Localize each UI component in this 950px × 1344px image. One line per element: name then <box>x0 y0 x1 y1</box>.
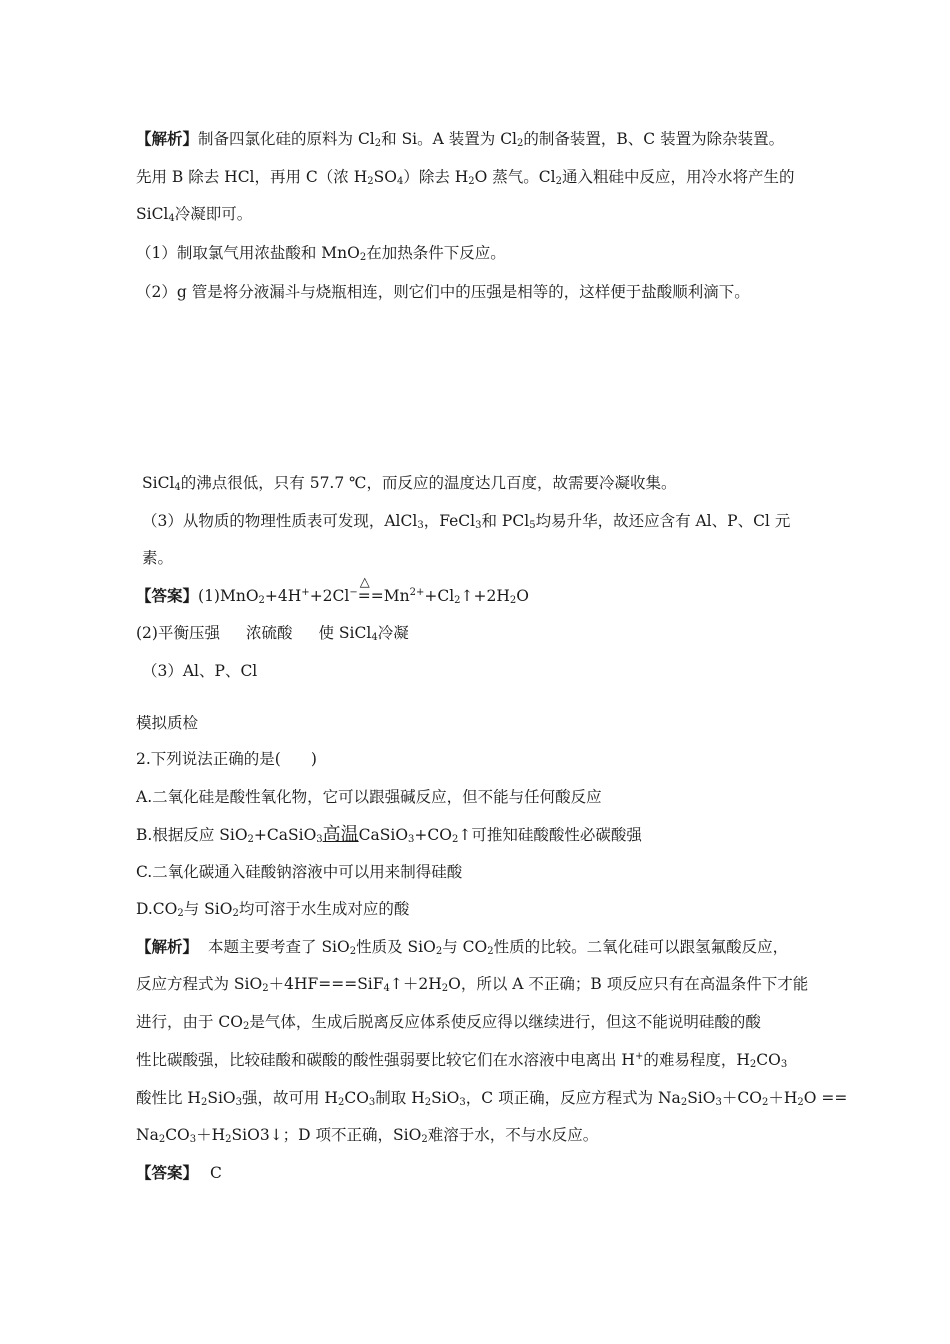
superscript: + <box>634 1051 644 1062</box>
text-segment: 使 SiCl <box>318 624 372 642</box>
subscript: 3 <box>715 1097 722 1108</box>
heat-condition: △ <box>359 575 370 590</box>
text-segment: ，FeCl <box>423 512 476 530</box>
text-segment: 冷凝即可。 <box>174 205 253 223</box>
text-segment: Mn <box>383 587 410 605</box>
text-segment: 性比碳酸强，比较硅酸和碳酸的酸性强弱要比较它们在水溶液中电离出 H <box>136 1051 635 1069</box>
option-d <box>136 898 409 920</box>
text-segment: O，所以 A 不正确；B 项反应只有在高温条件下才能 <box>448 975 809 993</box>
text-segment: 与 SiO <box>183 900 233 918</box>
subscript: 2 <box>349 946 357 957</box>
text-segment: ＋4HF===SiF <box>268 975 384 993</box>
top-analysis-line-5 <box>136 281 750 303</box>
text-segment: CaSiO <box>358 826 409 844</box>
subscript: 3 <box>408 834 415 845</box>
text-segment: ）除去 H <box>403 168 469 186</box>
analysis-label: 【解析】 <box>136 937 199 956</box>
high-temp-condition: 高温 <box>322 824 359 845</box>
subscript: 2 <box>359 252 367 263</box>
answer-line-1 <box>136 575 529 607</box>
text-segment: 难溶于水，不与水反应。 <box>427 1126 599 1144</box>
option-c <box>136 861 462 883</box>
subscript: 2 <box>555 176 562 187</box>
text-segment: O 蒸气。Cl <box>474 168 556 186</box>
text-segment: （3）Al、P、Cl <box>142 662 258 680</box>
subscript: 2 <box>749 1059 757 1070</box>
analysis-label: 【解析】 <box>136 129 199 148</box>
text-segment: +2Cl <box>309 587 350 605</box>
text-segment: CO <box>344 1089 369 1107</box>
reaction-arrow <box>357 575 384 607</box>
text-segment: 均可溶于水生成对应的酸 <box>238 900 410 918</box>
subscript: 2 <box>258 595 265 606</box>
subscript: 2 <box>441 983 449 994</box>
subscript: 2 <box>451 834 459 845</box>
text-segment: 模拟质检 <box>136 714 199 732</box>
text-segment: SO <box>373 168 397 186</box>
subscript: 2 <box>435 946 443 957</box>
text-segment: ，C 项正确，反应方程式为 Na <box>465 1089 681 1107</box>
text-segment: 性质及 SiO <box>356 938 436 956</box>
subscript: 2 <box>797 1097 804 1108</box>
subscript: 2 <box>247 834 254 845</box>
text-segment: O == <box>803 1089 848 1107</box>
text-segment: SiO <box>431 1089 460 1107</box>
middle-line-3 <box>142 547 173 569</box>
top-analysis-line-3 <box>136 203 252 225</box>
text-segment: ＋H <box>196 1126 226 1144</box>
analysis-answer <box>136 1162 222 1184</box>
analysis-line-2 <box>136 973 808 995</box>
analysis-line-1 <box>136 936 788 958</box>
subscript: 2 <box>421 1134 428 1145</box>
subscript: 2 <box>468 176 475 187</box>
subscript: 2 <box>367 176 374 187</box>
subscript: 2 <box>517 138 524 149</box>
subscript: 4 <box>396 176 404 187</box>
text-segment: 先用 B 除去 HCl，再用 C（浓 H <box>136 168 368 186</box>
text-segment: (2)平衡压强 <box>136 624 220 642</box>
text-segment: O <box>516 587 529 605</box>
text-segment: A.二氧化硅是酸性氧化物，它可以跟强碱反应，但不能与任何酸反应 <box>136 788 602 806</box>
subscript: 3 <box>368 1097 376 1108</box>
analysis-line-4 <box>136 1049 787 1071</box>
subscript: 2 <box>487 946 494 957</box>
text-segment: 制备四氯化硅的原料为 Cl <box>198 130 375 148</box>
subscript: 2 <box>337 1097 345 1108</box>
subscript: 4 <box>383 983 390 994</box>
text-segment: 的沸点很低，只有 57.7 ℃，而反应的温度达几百度，故需要冷凝收集。 <box>180 474 677 492</box>
text-segment: 的制备装置，B、C 装置为除杂装置。 <box>523 130 785 148</box>
text-segment: Na <box>136 1126 159 1144</box>
text-segment: +Cl <box>424 587 455 605</box>
superscript: − <box>349 587 358 598</box>
text-segment: ＋CO <box>721 1089 762 1107</box>
text-segment: ↑+2H <box>460 587 510 605</box>
subscript: 2 <box>454 595 461 606</box>
subscript: 2 <box>761 1097 769 1108</box>
middle-line-1 <box>142 472 677 494</box>
text-segment: D.CO <box>136 900 178 918</box>
top-analysis-line-4 <box>136 242 506 264</box>
subscript: 2 <box>177 908 184 919</box>
answer-line-2 <box>136 622 409 644</box>
subscript: 2 <box>262 983 269 994</box>
subscript: 5 <box>529 520 536 531</box>
text-segment: 的难易程度，H <box>643 1051 750 1069</box>
subscript: 3 <box>459 1097 466 1108</box>
subscript: 4 <box>371 632 378 643</box>
middle-line-2 <box>142 510 790 532</box>
text-segment: （1）制取氯气用浓盐酸和 MnO <box>136 244 360 262</box>
text-segment: +CO <box>414 826 452 844</box>
text-segment: CO <box>756 1051 781 1069</box>
subscript: 4 <box>168 213 175 224</box>
text-segment: 均易升华，故还应含有 Al、P、Cl 元 <box>535 512 791 530</box>
subscript: 3 <box>235 1097 242 1108</box>
answer-label: 【答案】 <box>136 586 199 605</box>
subscript: 2 <box>225 1134 232 1145</box>
answer-value: C <box>210 1164 222 1182</box>
text-segment: C.二氧化碳通入硅酸钠溶液中可以用来制得硅酸 <box>136 863 463 881</box>
text-segment: 素。 <box>142 549 174 567</box>
text-segment: ＋H <box>768 1089 798 1107</box>
superscript: 2+ <box>409 587 425 598</box>
analysis-line-6 <box>136 1124 598 1146</box>
analysis-line-5 <box>136 1087 847 1109</box>
text-segment: SiO <box>687 1089 716 1107</box>
text-segment: 和 PCl <box>481 512 530 530</box>
subscript: 2 <box>509 595 517 606</box>
text-segment: 本题主要考查了 SiO <box>208 938 350 956</box>
top-analysis-line-2 <box>136 166 795 188</box>
option-b <box>136 824 642 846</box>
subscript: 3 <box>475 520 482 531</box>
text-segment: 冷凝 <box>377 624 409 642</box>
option-a <box>136 786 602 808</box>
subscript: 3 <box>780 1059 788 1070</box>
question-stem <box>136 748 317 770</box>
subscript: 2 <box>680 1097 688 1108</box>
text-segment: ) <box>310 750 317 768</box>
text-segment: （2）g 管是将分液漏斗与烧瓶相连，则它们中的压强是相等的，这样便于盐酸顺利滴下。 <box>136 283 750 301</box>
text-segment: 强，故可用 H <box>242 1089 338 1107</box>
text-segment: (1)MnO <box>198 587 259 605</box>
subscript: 2 <box>374 138 382 149</box>
top-analysis-line-1 <box>136 128 784 150</box>
text-segment: SiCl <box>142 474 175 492</box>
subscript: 2 <box>243 1021 250 1032</box>
subscript: 3 <box>417 520 424 531</box>
text-segment: 与 CO <box>442 938 488 956</box>
text-segment: SiO3↓；D 项不正确，SiO <box>231 1126 422 1144</box>
subscript: 2 <box>232 908 239 919</box>
text-segment: 性质的比较。二氧化硅可以跟氢氟酸反应， <box>493 938 789 956</box>
answer-label: 【答案】 <box>136 1163 199 1182</box>
subscript: 2 <box>424 1097 432 1108</box>
text-segment: 浓硫酸 <box>245 624 293 642</box>
text-segment: 在加热条件下反应。 <box>366 244 506 262</box>
text-segment: B.根据反应 SiO <box>136 826 248 844</box>
text-segment: 进行，由于 CO <box>136 1013 243 1031</box>
text-segment: 酸性比 H <box>136 1089 201 1107</box>
text-segment: ↑＋2H <box>389 975 442 993</box>
answer-line-3 <box>142 660 257 682</box>
equals-sign: == <box>357 587 384 605</box>
subscript: 2 <box>200 1097 208 1108</box>
text-segment: +CaSiO <box>253 826 317 844</box>
subscript: 3 <box>316 834 323 845</box>
text-segment: CO <box>165 1126 190 1144</box>
text-segment: 反应方程式为 SiO <box>136 975 263 993</box>
text-segment: 是气体，生成后脱离反应体系使反应得以继续进行，但这不能说明硅酸的酸 <box>249 1013 761 1031</box>
subscript: 4 <box>174 482 181 493</box>
text-segment: +4H <box>264 587 302 605</box>
subscript: 2 <box>158 1134 166 1145</box>
superscript: + <box>301 587 310 598</box>
text-segment: 和 Si。A 装置为 Cl <box>381 130 518 148</box>
text-segment: ↑可推知硅酸酸性必碳酸强 <box>458 826 642 844</box>
text-segment: 制取 H <box>375 1089 425 1107</box>
analysis-line-3 <box>136 1011 761 1033</box>
text-segment: SiO <box>207 1089 236 1107</box>
subscript: 3 <box>189 1134 197 1145</box>
text-segment: （3）从物质的物理性质表可发现，AlCl <box>142 512 418 530</box>
text-segment: 2.下列说法正确的是( <box>136 750 281 768</box>
section-heading <box>136 712 198 734</box>
text-segment: SiCl <box>136 205 169 223</box>
text-segment: 通入粗硅中反应，用冷水将产生的 <box>561 168 795 186</box>
